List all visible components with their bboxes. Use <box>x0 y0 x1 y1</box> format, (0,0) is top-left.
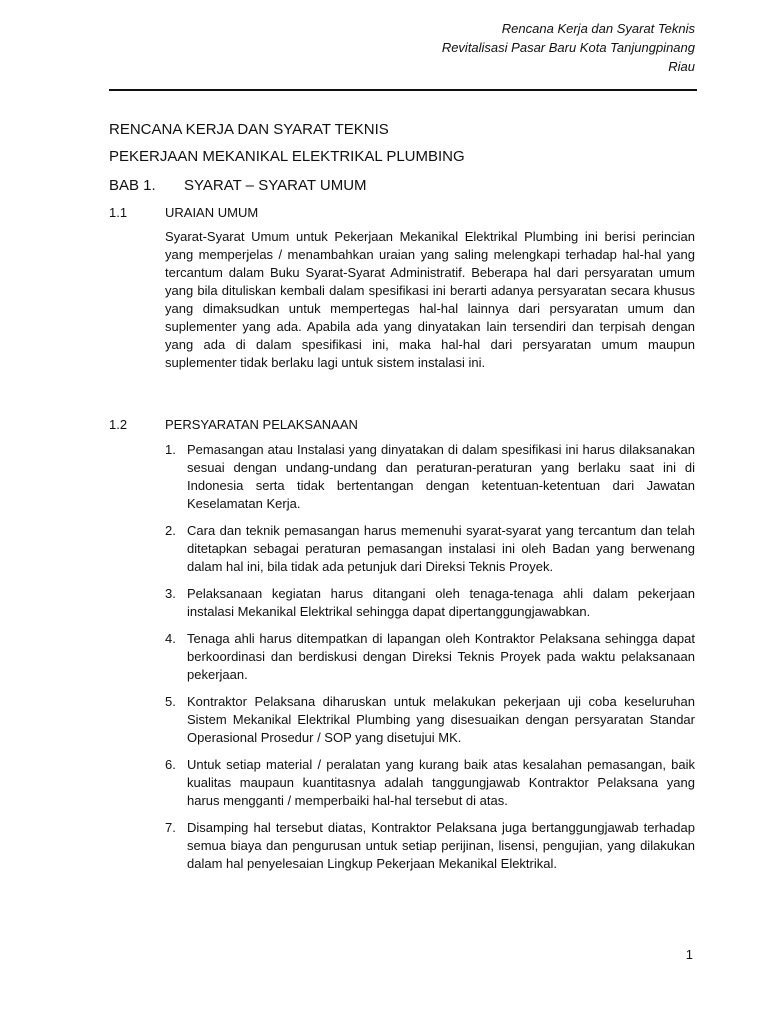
list-item <box>165 441 695 513</box>
header-line-3: Riau <box>668 59 695 74</box>
chapter-label: BAB 1. <box>109 177 156 194</box>
list-item-text: Pemasangan atau Instalasi yang dinyatakan di dalam spesifikasi ini harus dilaksanakan sesuai dengan undang-undang dan peraturan-peraturan yang berlaku saat ini di Indonesia serta tidak bertentangan dengan ketentuan-ketentuan dari Jawatan Keselamatan Kerja. <box>187 442 695 511</box>
chapter-heading <box>109 177 367 194</box>
chapter-title: SYARAT – SYARAT UMUM <box>184 177 367 194</box>
page-header <box>442 19 695 76</box>
section-heading-1-2 <box>109 417 358 432</box>
list-item-number: 5. <box>165 694 176 709</box>
list-item <box>165 522 695 576</box>
section-1-1-body: Syarat-Syarat Umum untuk Pekerjaan Mekanikal Elektrikal Plumbing ini berisi perincian yang memperjelas / menambahkan uraian yang saling melengkapi terhadap hal-hal yang tercantum dalam Buku Syarat-Syarat Administratif. Beberapa hal dari persyaratan umum yang bila dituliskan kembali dalam spesifikasi ini berarti adanya persyaratan secara khusus yang dimaksudkan untuk mempertegas hal-hal lainnya dari persyaratan umum dan suplementer yang ada. Apabila ada yang dinyatakan lain tersendiri dan terpisah dengan yang ada di dalam spesifikasi ini, maka hal-hal dari persyaratan umum maupun suplementer tidak berlaku lagi untuk sistem instalasi ini. <box>165 229 695 370</box>
header-divider <box>109 89 697 91</box>
header-line-2: Revitalisasi Pasar Baru Kota Tanjungpinang <box>441 40 695 55</box>
list-item-text: Pelaksanaan kegiatan harus ditangani oleh tenaga-tenaga ahli dalam pekerjaan instalasi Mekanikal Elektrikal sehingga dapat dipertanggungjawabkan. <box>187 586 695 619</box>
list-item <box>165 819 695 873</box>
list-item-number: 1. <box>165 442 176 457</box>
document-subtitle: PEKERJAAN MEKANIKAL ELEKTRIKAL PLUMBING <box>109 148 465 165</box>
section-heading-1-1 <box>109 205 258 220</box>
section-number: 1.2 <box>109 417 128 432</box>
section-title: URAIAN UMUM <box>165 205 259 220</box>
list-item-text: Tenaga ahli harus ditempatkan di lapangan oleh Kontraktor Pelaksana sehingga dapat berkoordinasi dan berdiskusi dengan Direksi Teknis Proyek pada waktu pelaksanaan pekerjaan. <box>187 631 695 682</box>
document-title: RENCANA KERJA DAN SYARAT TEKNIS <box>109 121 389 138</box>
list-item-text: Cara dan teknik pemasangan harus memenuhi syarat-syarat yang tercantum dan telah ditetapkan sebagai peraturan pemasangan instalasi ini oleh Badan yang berwenang dalam hal ini, bila tidak ada petunjuk dari Direksi Teknis Proyek. <box>187 523 695 574</box>
page-number: 1 <box>685 947 693 962</box>
list-item <box>165 693 695 747</box>
list-item-number: 7. <box>165 820 176 835</box>
list-item-number: 4. <box>165 631 176 646</box>
list-item-text: Kontraktor Pelaksana diharuskan untuk melakukan pekerjaan uji coba keseluruhan Sistem Mekanikal Elektrikal Plumbing yang disesuaikan dengan persyaratan Standar Operasional Prosedur / SOP yang disetujui MK. <box>187 694 695 745</box>
list-item-text: Disamping hal tersebut diatas, Kontraktor Pelaksana juga bertanggungjawab terhadap semua biaya dan pengurusan untuk setiap perijinan, lisensi, pengujian, yang dilakukan dalam hal penyelesaian Lingkup Pekerjaan Mekanikal Elektrikal. <box>187 820 695 871</box>
section-title: PERSYARATAN PELAKSANAAN <box>165 417 358 432</box>
header-line-1: Rencana Kerja dan Syarat Teknis <box>501 21 695 36</box>
section-number: 1.1 <box>109 205 128 220</box>
list-item <box>165 630 695 684</box>
list-item-text: Untuk setiap material / peralatan yang kurang baik atas kesalahan pemasangan, baik kualitas maupaun kuantitasnya adalah tanggungjawab Kontraktor Pelaksana yang harus mengganti / memperbaiki hal-hal tersebut di atas. <box>187 757 695 808</box>
list-item-number: 2. <box>165 523 176 538</box>
list-item <box>165 585 695 621</box>
list-item <box>165 756 695 810</box>
list-item-number: 6. <box>165 757 176 772</box>
list-item-number: 3. <box>165 586 176 601</box>
requirements-list <box>165 441 695 882</box>
